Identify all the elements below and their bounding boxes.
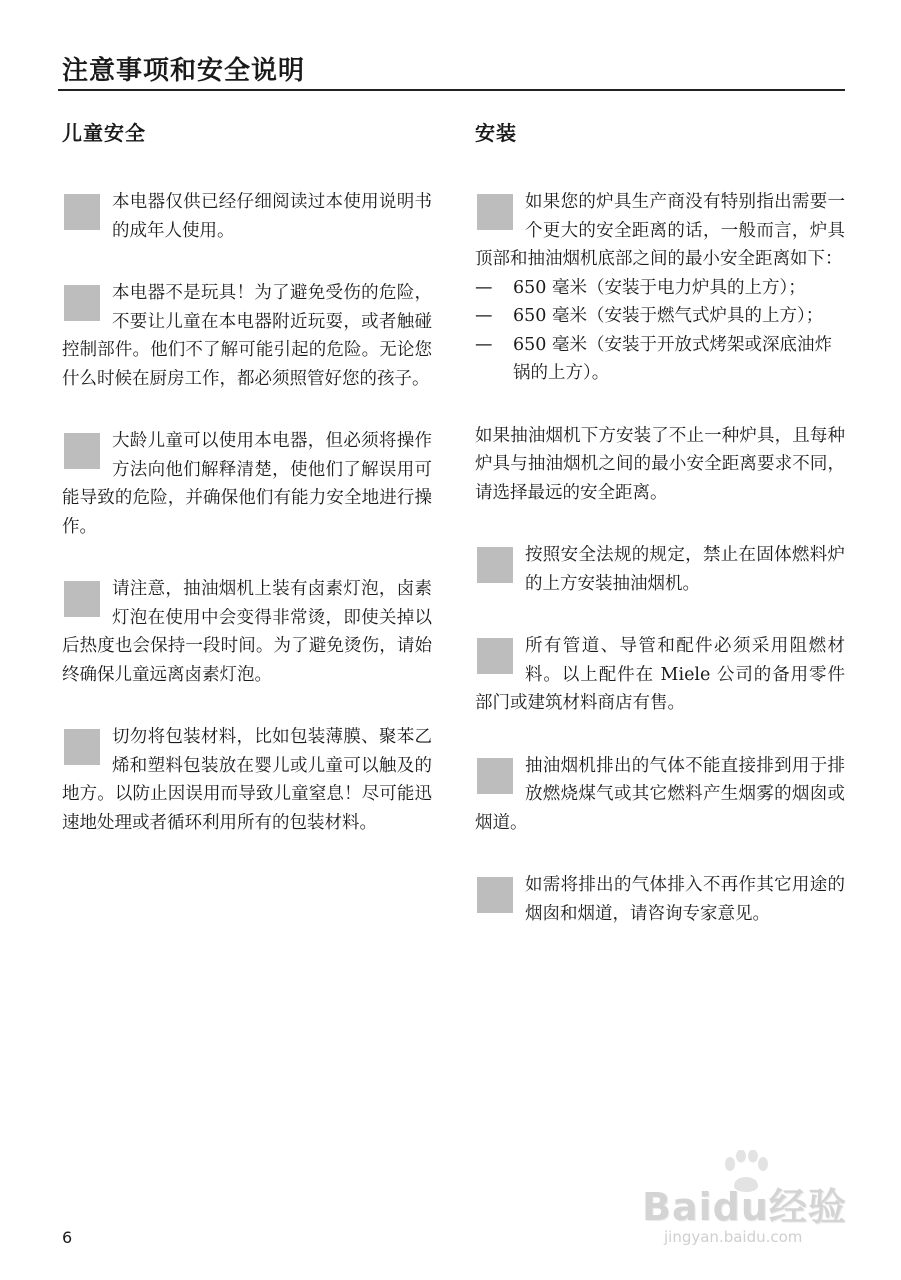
warning-marker-icon — [477, 547, 513, 583]
warning-marker-icon — [64, 581, 100, 617]
list-item — [475, 274, 845, 303]
paragraph-text: 请注意，抽油烟机上装有卤素灯泡，卤素灯泡在使用中会变得非常烫，即使关掉以后热度也会保持一段时间。为了避免烫伤，请始终确保儿童远离卤素灯泡。 — [62, 579, 432, 685]
warning-paragraph — [62, 427, 432, 541]
list-item — [475, 331, 845, 388]
warning-paragraph — [62, 723, 432, 837]
warning-marker-icon — [64, 433, 100, 469]
page-title: 注意事项和安全说明 — [62, 56, 306, 86]
paragraph-text: 如果您的炉具生产商没有特别指出需要一个更大的安全距离的话，一般而言，炉具顶部和抽油烟机底部之间的最小安全距离如下： — [475, 192, 845, 269]
warning-marker-icon — [477, 194, 513, 230]
list-item — [475, 302, 845, 331]
watermark-url: jingyan.baidu.com — [664, 1228, 803, 1246]
paragraph-text: 切勿将包装材料，比如包装薄膜、聚苯乙烯和塑料包装放在婴儿或儿童可以触及的地方。以防止因误用而导致儿童窒息！尽可能迅速地处理或者循环利用所有的包装材料。 — [62, 727, 432, 833]
paragraph-text: 本电器仅供已经仔细阅读过本使用说明书的成年人使用。 — [112, 192, 432, 241]
warning-paragraph — [475, 541, 845, 598]
paragraph-text: 按照安全法规的规定，禁止在固体燃料炉的上方安装抽油烟机。 — [525, 545, 845, 594]
list-item-text: 650 毫米（安装于燃气式炉具的上方）； — [513, 306, 824, 326]
paragraph-text: 如需将排出的气体排入不再作其它用途的烟囱和烟道，请咨询专家意见。 — [525, 875, 845, 924]
warning-paragraph — [62, 188, 432, 245]
installation-heading: 安装 — [475, 121, 517, 145]
warning-marker-icon — [64, 729, 100, 765]
warning-paragraph — [475, 632, 845, 718]
list-item-text: 650 毫米（安装于开放式烤架或深底油炸锅的上方）。 — [513, 334, 832, 383]
warning-marker-icon — [477, 758, 513, 794]
warning-paragraph — [475, 871, 845, 928]
warning-marker-icon — [477, 638, 513, 674]
warning-paragraph — [62, 575, 432, 689]
warning-marker-icon — [64, 285, 100, 321]
list-item-text: 650 毫米（安装于电力炉具的上方）； — [513, 277, 806, 298]
title-divider — [58, 89, 845, 91]
warning-paragraph — [475, 752, 845, 838]
paragraph-text: 大龄儿童可以使用本电器，但必须将操作方法向他们解释清楚，使他们了解误用可能导致的危险，并确保他们有能力安全地进行操作。 — [62, 431, 432, 537]
page-number: 6 — [62, 1228, 73, 1247]
watermark-brand: Baidu经验 — [642, 1185, 847, 1229]
baidu-watermark — [642, 1150, 852, 1260]
child-safety-heading: 儿童安全 — [62, 121, 146, 145]
paragraph-text: 本电器不是玩具！为了避免受伤的危险，不要让儿童在本电器附近玩耍，或者触碰控制部件。他们不了解可能引起的危险。无论您什么时候在厨房工作，都必须照管好您的孩子。 — [62, 283, 432, 389]
warning-marker-icon — [477, 877, 513, 913]
dash-bullet: — — [475, 334, 493, 355]
warning-paragraph — [475, 188, 845, 274]
paragraph-text: 所有管道、导管和配件必须采用阻燃材料。以上配件在 Miele 公司的备用零件部门或建筑材料商店有售。 — [475, 636, 845, 713]
note-paragraph: 如果抽油烟机下方安装了不止一种炉具，且每种炉具与抽油烟机之间的最小安全距离要求不同，请选择最远的安全距离。 — [475, 425, 845, 503]
dash-bullet: — — [475, 306, 493, 326]
dash-bullet: — — [475, 277, 493, 298]
warning-marker-icon — [64, 194, 100, 230]
paragraph-text: 抽油烟机排出的气体不能直接排到用于排放燃烧煤气或其它燃料产生烟雾的烟囱或烟道。 — [475, 755, 845, 833]
warning-paragraph — [62, 279, 432, 393]
installation-section — [475, 118, 845, 962]
child-safety-section — [62, 118, 432, 871]
distance-list — [475, 274, 845, 388]
